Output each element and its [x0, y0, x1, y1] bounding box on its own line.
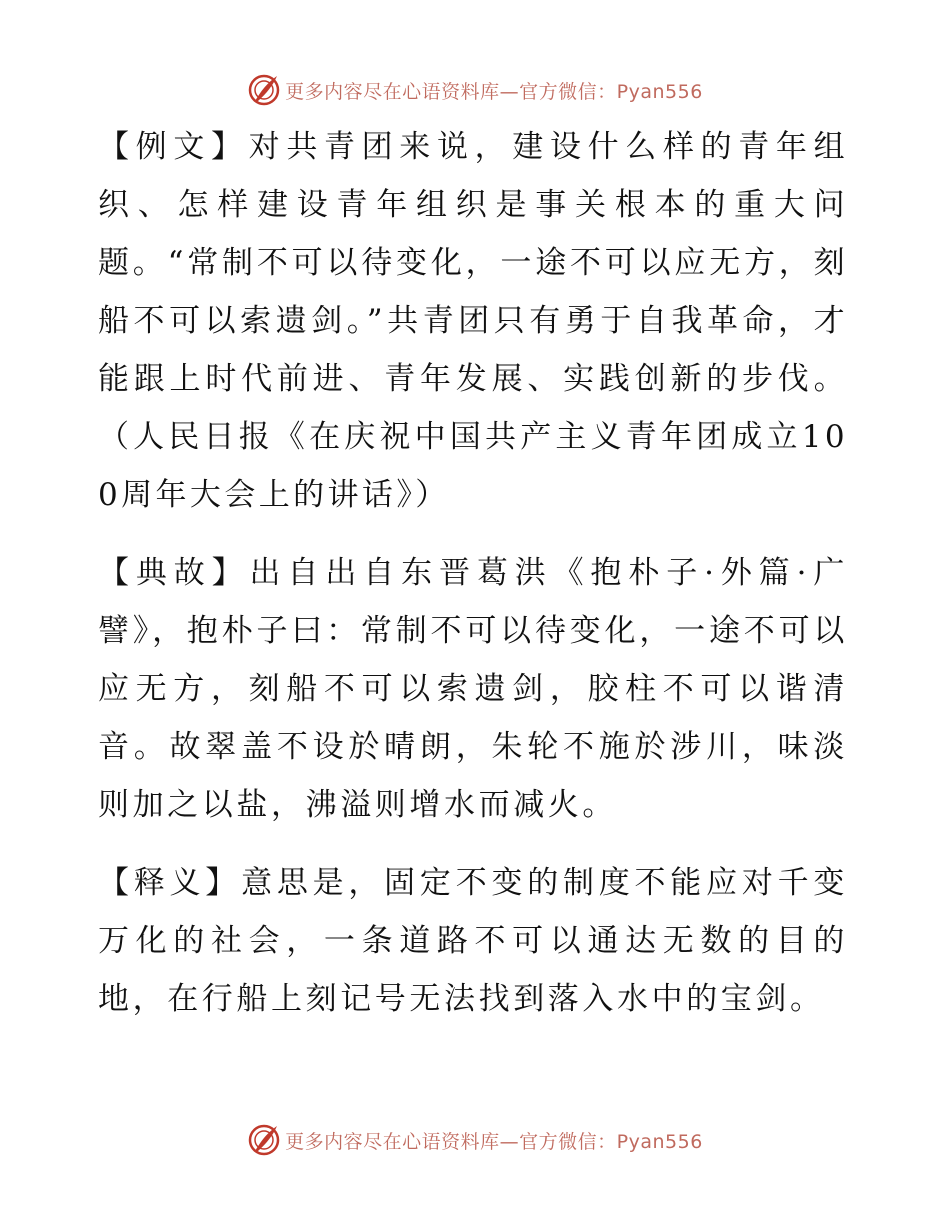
example-label: 【例文】	[98, 129, 249, 165]
interpretation-label: 【释义】	[98, 865, 242, 901]
example-text: 对共青团来说，建设什么样的青年组织、怎样建设青年组织是事关根本的重大问题。“常制不可以待变化，一途不可以应无方，刻船不可以索遗剑。”共青团只有勇于自我革命，才能跟上时代前进、青年发展、实践创新的步伐。（人民日报《在庆祝中国共产主义青年团成立100周年大会上的讲话》）	[98, 129, 848, 513]
interpretation-paragraph	[98, 854, 848, 1028]
document-body	[98, 118, 848, 1048]
quill-logo-icon	[247, 1123, 281, 1157]
allusion-label: 【典故】	[98, 555, 250, 591]
allusion-text: 出自出自东晋葛洪《抱朴子·外篇·广譬》，抱朴子曰：常制不可以待变化，一途不可以应无方，刻船不可以索遗剑，胶柱不可以谐清音。故翠盖不设於晴朗，朱轮不施於涉川，味淡则加之以盐，沸溢则增水而减火。	[98, 555, 849, 823]
watermark-text: 更多内容尽在心语资料库—官方微信：Pyan556	[285, 80, 703, 103]
footer-watermark	[0, 1120, 950, 1160]
watermark-text: 更多内容尽在心语资料库—官方微信：Pyan556	[285, 1130, 703, 1153]
interpretation-text: 意思是，固定不变的制度不能应对千变万化的社会，一条道路不可以通达无数的目的地，在行船上刻记号无法找到落入水中的宝剑。	[98, 865, 848, 1017]
allusion-paragraph	[98, 544, 848, 834]
header-watermark	[0, 70, 950, 110]
quill-logo-icon	[247, 73, 281, 107]
example-paragraph	[98, 118, 848, 524]
